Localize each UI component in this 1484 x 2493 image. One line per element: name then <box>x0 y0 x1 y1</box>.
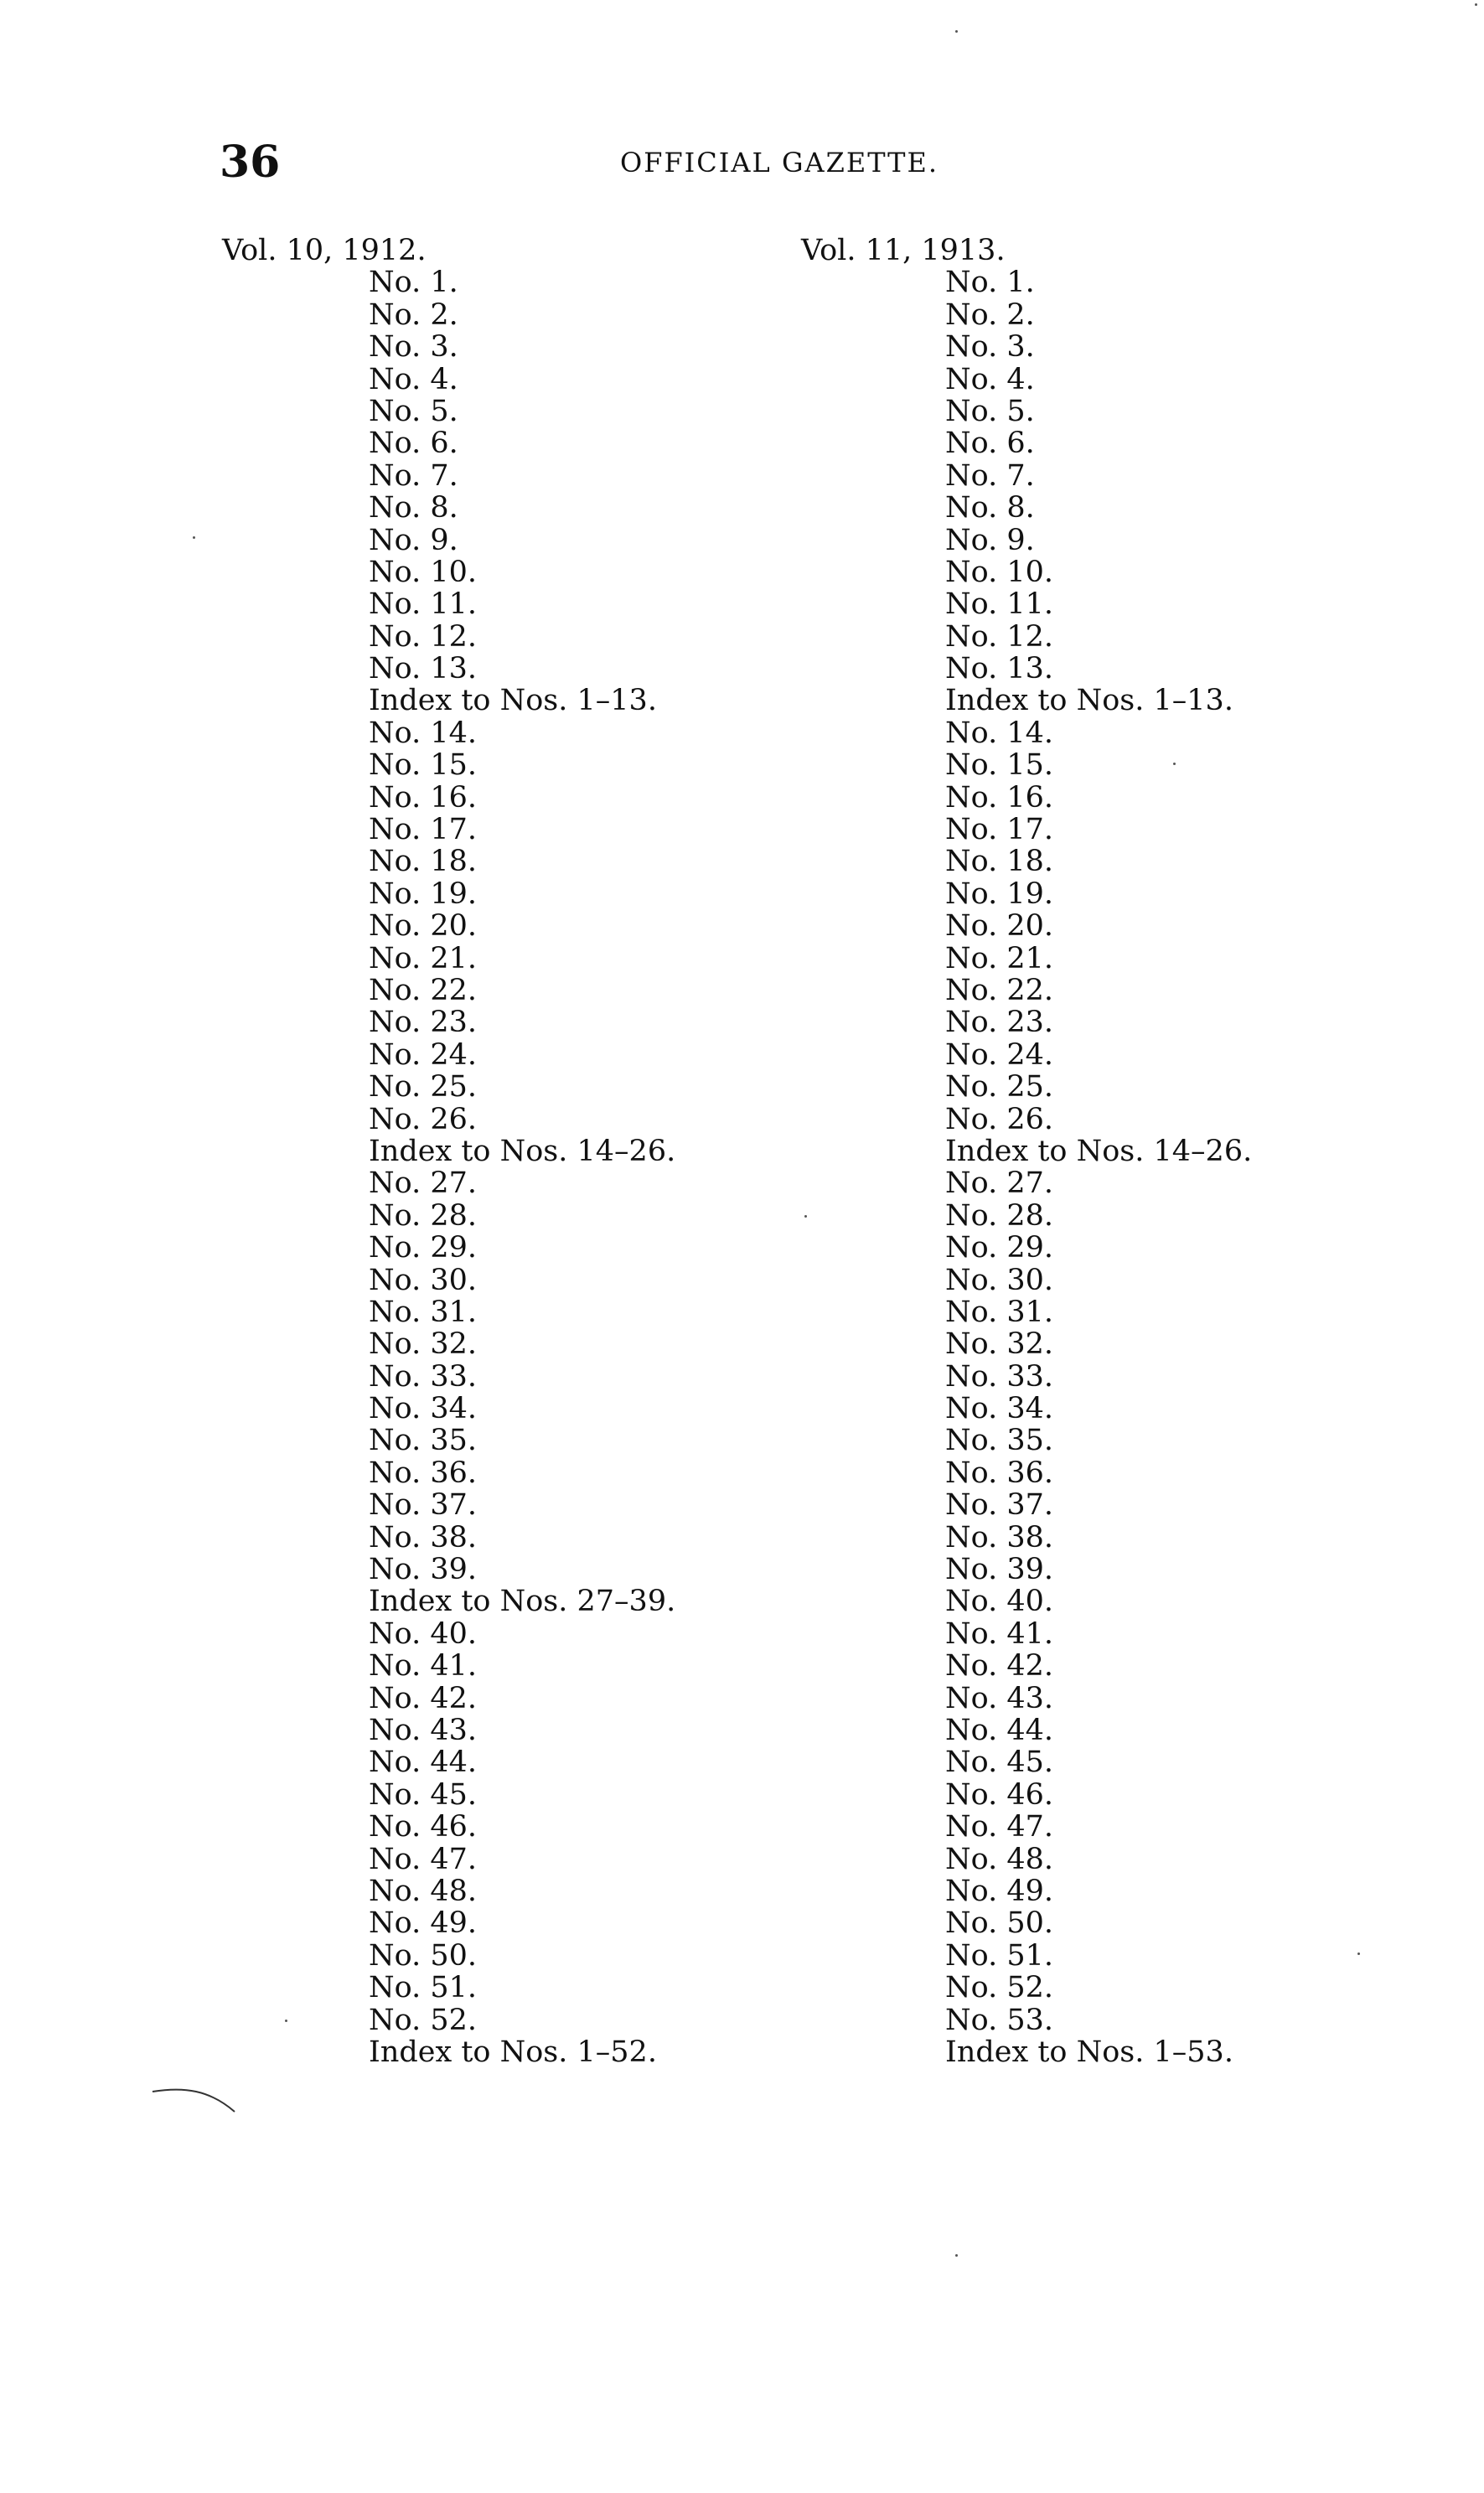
index-entry: Index to Nos. 1–52. <box>369 2035 657 2069</box>
issue-entry: No. 25. <box>369 1070 477 1104</box>
issue-entry: No. 53. <box>945 2003 1053 2037</box>
issue-entry: No. 8. <box>945 491 1035 525</box>
issue-entry: No. 10. <box>945 555 1053 589</box>
issue-entry: No. 13. <box>369 652 477 686</box>
issue-entry: No. 23. <box>369 1006 477 1040</box>
index-entry: Index to Nos. 1–13. <box>369 684 657 718</box>
issue-entry: No. 47. <box>369 1842 477 1876</box>
issue-entry: No. 11. <box>945 587 1053 622</box>
issue-entry: No. 49. <box>369 1906 477 1941</box>
issue-entry: No. 1. <box>369 266 458 300</box>
issue-list <box>945 266 1252 2068</box>
volume-column-1913 <box>801 235 1252 2068</box>
issue-entry: No. 35. <box>945 1424 1053 1458</box>
volume-heading: Vol. 10, 1912. <box>222 234 427 267</box>
issue-entry: No. 22. <box>945 974 1053 1007</box>
issue-entry: No. 35. <box>369 1424 477 1458</box>
issue-entry: No. 16. <box>369 780 477 815</box>
scan-speck <box>1357 1953 1360 1955</box>
issue-entry: No. 46. <box>369 1810 477 1844</box>
running-head: OFFICIAL GAZETTE. <box>620 147 939 178</box>
issue-entry: No. 6. <box>945 427 1035 461</box>
issue-entry: No. 49. <box>945 1874 1053 1908</box>
issue-entry: No. 37. <box>945 1488 1053 1523</box>
issue-entry: No. 33. <box>945 1359 1053 1394</box>
issue-entry: No. 26. <box>945 1102 1053 1136</box>
issue-entry: No. 37. <box>369 1488 477 1523</box>
issue-entry: No. 50. <box>369 1938 477 1973</box>
issue-entry: No. 30. <box>369 1263 477 1297</box>
volume-column-1912 <box>222 235 675 2068</box>
issue-entry: No. 39. <box>945 1553 1053 1587</box>
issue-entry: No. 3. <box>369 330 458 365</box>
issue-entry: No. 3. <box>945 330 1035 365</box>
page-number: 36 <box>220 137 281 188</box>
issue-entry: No. 18. <box>369 845 477 879</box>
issue-entry: No. 48. <box>369 1874 477 1908</box>
issue-entry: No. 51. <box>369 1971 477 2005</box>
issue-entry: No. 1. <box>945 266 1035 300</box>
issue-entry: No. 43. <box>945 1681 1053 1715</box>
issue-entry: No. 5. <box>945 394 1035 428</box>
issue-entry: No. 33. <box>369 1359 477 1394</box>
issue-entry: No. 28. <box>369 1198 477 1233</box>
scan-speck <box>804 1215 807 1218</box>
issue-entry: No. 46. <box>945 1777 1053 1812</box>
index-entry: Index to Nos. 1–53. <box>945 2035 1233 2069</box>
issue-entry: No. 19. <box>369 877 477 911</box>
issue-entry: No. 18. <box>945 845 1053 879</box>
issue-entry: No. 11. <box>369 587 477 622</box>
issue-entry: No. 15. <box>945 748 1053 783</box>
issue-entry: No. 8. <box>369 491 458 525</box>
issue-entry: No. 29. <box>369 1231 477 1265</box>
issue-entry: No. 50. <box>945 1906 1053 1941</box>
scan-speck <box>955 30 958 33</box>
issue-entry: No. 6. <box>369 427 458 461</box>
issue-entry: No. 32. <box>369 1327 477 1362</box>
issue-entry: No. 40. <box>369 1616 477 1651</box>
issue-list <box>369 266 675 2068</box>
issue-entry: No. 38. <box>369 1520 477 1554</box>
issue-entry: No. 19. <box>945 877 1053 911</box>
issue-entry: No. 20. <box>945 909 1053 944</box>
issue-entry: No. 2. <box>945 297 1035 332</box>
issue-entry: No. 14. <box>945 716 1053 750</box>
issue-entry: No. 12. <box>369 619 477 654</box>
volume-heading: Vol. 11, 1913. <box>801 234 1006 267</box>
issue-entry: No. 30. <box>945 1263 1053 1297</box>
index-entry: Index to Nos. 1–13. <box>945 684 1233 718</box>
index-entry: Index to Nos. 14–26. <box>945 1134 1253 1168</box>
issue-entry: No. 5. <box>369 394 458 428</box>
issue-entry: No. 40. <box>945 1585 1053 1619</box>
issue-entry: No. 10. <box>369 555 477 589</box>
issue-entry: No. 34. <box>369 1392 477 1426</box>
issue-entry: No. 45. <box>369 1777 477 1812</box>
issue-entry: No. 9. <box>945 523 1035 557</box>
issue-entry: No. 52. <box>945 1971 1053 2005</box>
scan-speck <box>955 2254 958 2257</box>
issue-entry: No. 41. <box>945 1616 1053 1651</box>
issue-entry: No. 24. <box>369 1037 477 1072</box>
scan-speck <box>285 2020 287 2022</box>
issue-entry: No. 21. <box>945 941 1053 975</box>
issue-entry: No. 29. <box>945 1231 1053 1265</box>
pen-mark <box>151 2087 243 2120</box>
issue-entry: No. 26. <box>369 1102 477 1136</box>
issue-entry: No. 43. <box>369 1713 477 1747</box>
issue-entry: No. 32. <box>945 1327 1053 1362</box>
issue-entry: No. 21. <box>369 941 477 975</box>
issue-entry: No. 47. <box>945 1810 1053 1844</box>
issue-entry: No. 27. <box>945 1166 1053 1201</box>
issue-entry: No. 16. <box>945 780 1053 815</box>
issue-entry: No. 36. <box>369 1456 477 1490</box>
index-entry: Index to Nos. 14–26. <box>369 1134 676 1168</box>
issue-entry: No. 15. <box>369 748 477 783</box>
issue-entry: No. 13. <box>945 652 1053 686</box>
issue-entry: No. 34. <box>945 1392 1053 1426</box>
scan-speck <box>193 536 195 539</box>
issue-entry: No. 28. <box>945 1198 1053 1233</box>
issue-entry: No. 36. <box>945 1456 1053 1490</box>
issue-entry: No. 7. <box>945 458 1035 493</box>
issue-entry: No. 9. <box>369 523 458 557</box>
scan-speck <box>1475 3 1477 6</box>
issue-entry: No. 2. <box>369 297 458 332</box>
issue-entry: No. 42. <box>945 1649 1053 1684</box>
index-entry: Index to Nos. 27–39. <box>369 1585 676 1619</box>
issue-entry: No. 39. <box>369 1553 477 1587</box>
issue-entry: No. 41. <box>369 1649 477 1684</box>
issue-entry: No. 31. <box>369 1295 477 1329</box>
issue-entry: No. 48. <box>945 1842 1053 1876</box>
issue-entry: No. 42. <box>369 1681 477 1715</box>
issue-entry: No. 7. <box>369 458 458 493</box>
issue-entry: No. 52. <box>369 2003 477 2037</box>
issue-entry: No. 17. <box>369 813 477 847</box>
issue-entry: No. 17. <box>945 813 1053 847</box>
scan-speck <box>1173 763 1176 765</box>
issue-entry: No. 44. <box>945 1713 1053 1747</box>
issue-entry: No. 23. <box>945 1006 1053 1040</box>
issue-entry: No. 25. <box>945 1070 1053 1104</box>
issue-entry: No. 24. <box>945 1037 1053 1072</box>
issue-entry: No. 31. <box>945 1295 1053 1329</box>
issue-entry: No. 51. <box>945 1938 1053 1973</box>
issue-entry: No. 4. <box>369 362 458 396</box>
issue-entry: No. 44. <box>369 1746 477 1780</box>
issue-entry: No. 22. <box>369 974 477 1007</box>
issue-entry: No. 12. <box>945 619 1053 654</box>
issue-entry: No. 14. <box>369 716 477 750</box>
issue-entry: No. 45. <box>945 1746 1053 1780</box>
issue-entry: No. 20. <box>369 909 477 944</box>
issue-entry: No. 38. <box>945 1520 1053 1554</box>
issue-entry: No. 27. <box>369 1166 477 1201</box>
issue-entry: No. 4. <box>945 362 1035 396</box>
